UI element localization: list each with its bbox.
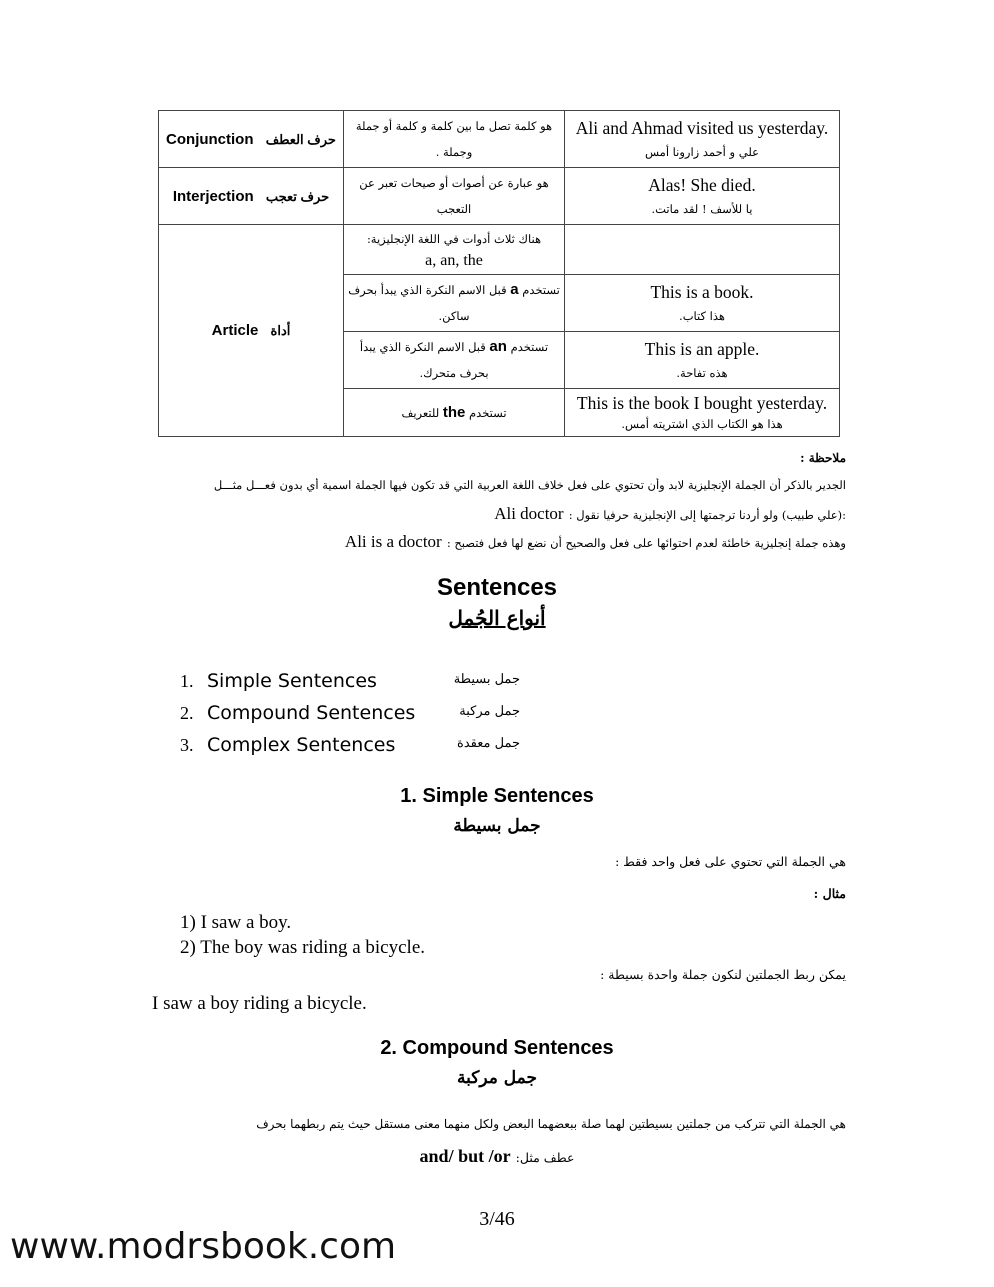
- note-line-2: [494, 504, 846, 524]
- definition-cell: هو عبارة عن أصوات أو صيحات تعبر عن التعجب: [344, 168, 565, 225]
- example-ar: هذا كتاب.: [679, 308, 725, 323]
- list-item: [180, 670, 540, 700]
- section-title-ar: جمل مركبة: [457, 1068, 537, 1088]
- definition-cell: [344, 225, 565, 275]
- page-number: 3/46: [479, 1208, 515, 1230]
- note-line-2-ar: :(علي طبيب) ولو أردنا ترجمتها إلى الإنجليزية حرفيا نقول :: [568, 508, 846, 522]
- note-line-3-en: Ali is a doctor: [344, 532, 442, 551]
- page-title-ar: [0, 606, 994, 630]
- example-en: This is an apple.: [644, 338, 760, 359]
- page-title: Sentences: [436, 574, 558, 601]
- compound-line-2: [0, 1146, 994, 1167]
- parts-of-speech-table: [158, 110, 840, 437]
- def-text: قبل الاسم النكرة الذي يبدأ بحرف ساكن.: [348, 283, 507, 323]
- keyword: a: [510, 281, 519, 298]
- example-line: 2) The boy was riding a bicycle.: [180, 937, 425, 958]
- definition-cell: [344, 275, 565, 332]
- article-intro-en: a, an, the: [425, 251, 483, 269]
- list-label-ar: جمل معقدة: [457, 736, 520, 751]
- term-cell: [159, 168, 344, 225]
- def-text: تستخدم: [469, 405, 507, 420]
- def-text: قبل الاسم النكرة الذي يبدأ بحرف متحرك.: [359, 340, 489, 380]
- example-en: This is a book.: [650, 281, 754, 302]
- note-line-2-en: Ali doctor: [494, 504, 564, 523]
- page-title-ar-text: أنواع الجُمل: [448, 606, 546, 630]
- note-line-1: الجدير بالذكر أن الجملة الإنجليزية لابد وأن تحتوي على فعل خلاف اللغة العربية التي قد تكون فيها الجملة اسمية أي بدون فعـــل مثـــل: [213, 478, 846, 492]
- list-number: 2.: [180, 703, 194, 723]
- list-number: 3.: [180, 735, 194, 755]
- example-ar: يا للأسف ! لقد ماتت.: [651, 201, 753, 216]
- article-intro-ar: هناك ثلاث أدوات في اللغة الإنجليزية:: [366, 231, 542, 246]
- term-en: Conjunction: [166, 130, 254, 148]
- section-title: 1. Simple Sentences: [400, 785, 594, 807]
- term-en: Article: [211, 322, 259, 339]
- empty-cell: [565, 225, 840, 275]
- section-title: 2. Compound Sentences: [380, 1037, 614, 1059]
- joined-sentence: I saw a boy riding a bicycle.: [152, 993, 367, 1014]
- term-ar: حرف العطف: [265, 131, 336, 147]
- compound-line-2-ar: عطف مثل:: [515, 1150, 575, 1165]
- note-label: ملاحظة :: [800, 451, 846, 465]
- note-line-3-ar: وهذه جملة إنجليزية خاطئة لعدم احتوائها على فعل والصحيح أن نضع لها فعل فتصبح :: [446, 536, 846, 550]
- conjunction-list: and/ but /or: [419, 1146, 511, 1166]
- term-cell: [159, 111, 344, 168]
- example-ar: هذا هو الكتاب الذي اشتريته أمس.: [621, 416, 783, 431]
- example-label: مثال :: [813, 886, 846, 901]
- example-cell: [565, 111, 840, 168]
- list-label-ar: جمل بسيطة: [453, 672, 520, 687]
- definition-cell: [344, 389, 565, 437]
- example-ar: هذه تفاحة.: [676, 365, 728, 380]
- list-label: Complex Sentences: [207, 734, 396, 756]
- def-text: للتعريف: [401, 405, 440, 420]
- keyword: the: [442, 403, 466, 421]
- example-en: Alas! She died.: [648, 174, 756, 195]
- example-ar: علي و أحمد زارونا أمس: [645, 144, 759, 159]
- example-cell: [565, 332, 840, 389]
- list-number: 1.: [180, 671, 194, 691]
- table-row: [159, 111, 840, 168]
- keyword: an: [489, 338, 507, 355]
- table-row: [159, 225, 840, 275]
- example-cell: [565, 275, 840, 332]
- list-label-ar: جمل مركبة: [459, 704, 520, 719]
- table-row: [159, 168, 840, 225]
- def-text: تستخدم: [522, 283, 560, 297]
- definition-cell: هو كلمة تصل ما بين كلمة و كلمة أو جملة وجملة .: [344, 111, 565, 168]
- list-item: [180, 702, 540, 732]
- example-en: This is the book I bought yesterday.: [576, 392, 828, 413]
- example-cell: [565, 168, 840, 225]
- list-label: Compound Sentences: [207, 702, 416, 724]
- section-title-ar: جمل بسيطة: [453, 816, 541, 836]
- term-cell: [159, 225, 344, 437]
- example-en: Ali and Ahmad visited us yesterday.: [575, 117, 829, 138]
- example-line: 1) I saw a boy.: [180, 912, 292, 933]
- definition-cell: [344, 332, 565, 389]
- join-note: يمكن ربط الجملتين لنكون جملة واحدة بسيطة :: [600, 967, 846, 982]
- term-en: Interjection: [172, 187, 254, 205]
- note-line-3: [345, 532, 846, 552]
- def-text: تستخدم: [510, 340, 549, 354]
- list-label: Simple Sentences: [207, 670, 377, 692]
- term-ar: أداة: [270, 323, 291, 338]
- list-item: [180, 734, 540, 764]
- example-cell: [565, 389, 840, 437]
- compound-definition: هي الجملة التي تتركب من جملتين بسيطتين لهما صلة ببعضهما البعض ولكل منهما معنى مستقل حيث يتم ربطهما بحرف: [256, 1117, 846, 1131]
- term-ar: حرف تعجب: [265, 188, 330, 204]
- watermark: www.modrsbook.com: [10, 1226, 397, 1267]
- simple-definition: هي الجملة التي تحتوي على فعل واحد فقط :: [615, 854, 846, 869]
